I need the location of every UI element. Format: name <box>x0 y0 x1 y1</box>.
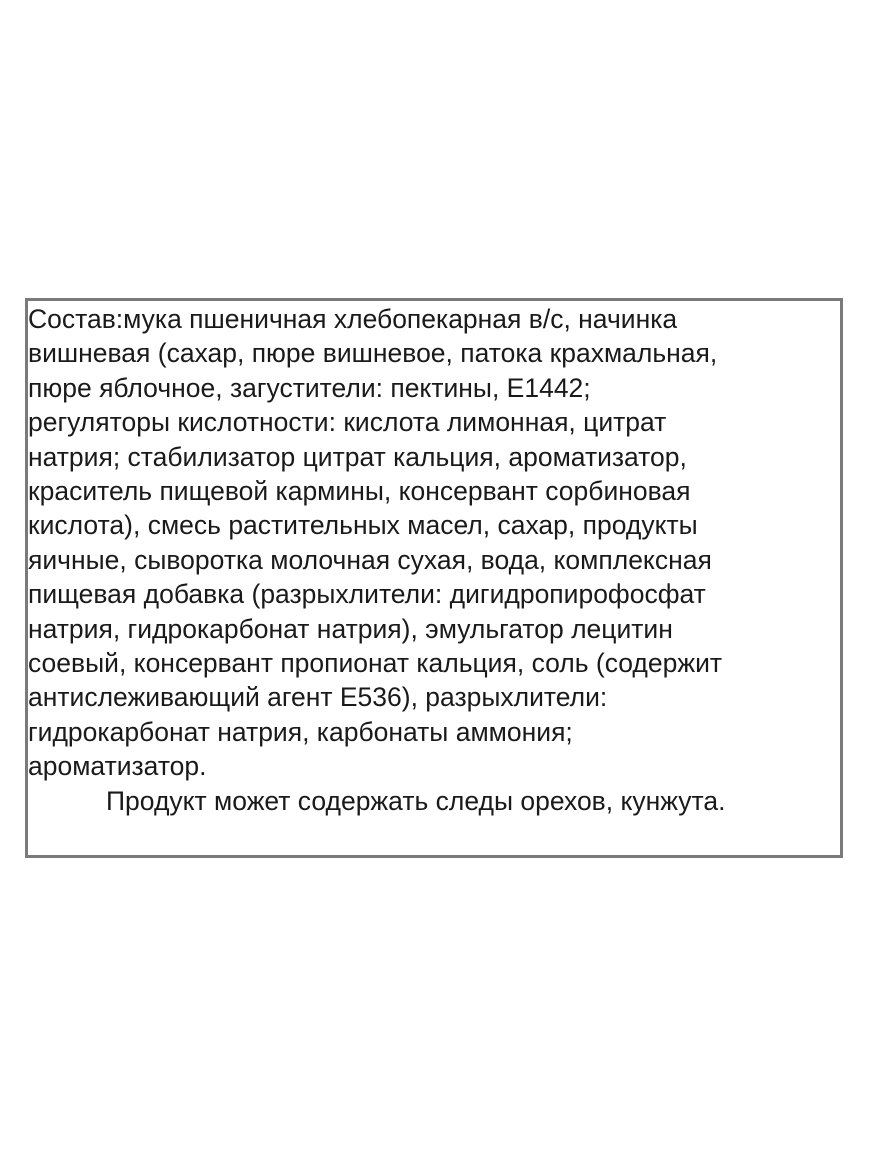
composition-line: краситель пищевой кармины, консервант сорбиновая <box>28 476 691 507</box>
composition-line: натрия; стабилизатор цитрат кальция, ароматизатор, <box>28 441 687 472</box>
ingredients-label-box <box>25 298 843 858</box>
composition-line: пищевая добавка (разрыхлители: дигидропирофосфат <box>28 579 706 610</box>
composition-line: регуляторы кислотности: кислота лимонная, цитрат <box>28 407 667 438</box>
composition-line: яичные, сыворотка молочная сухая, вода, комплексная <box>28 544 712 575</box>
composition-line: соевый, консервант пропионат кальция, соль (содержит <box>28 648 723 679</box>
composition-line: вишневая (сахар, пюре вишневое, патока крахмальная, <box>28 338 718 369</box>
ingredients-text <box>28 302 840 818</box>
composition-line: пюре яблочное, загустители: пектины, Е1442; <box>28 372 591 403</box>
composition-line: натрия, гидрокарбонат натрия), эмульгатор лецитин <box>28 613 673 644</box>
allergen-note: Продукт может содержать следы орехов, кунжута. <box>106 785 726 816</box>
composition-line: антислеживающий агент Е536), разрыхлители: <box>28 682 608 713</box>
composition-line: кислота), смесь растительных масел, сахар, продукты <box>28 510 698 541</box>
composition-line: ароматизатор. <box>28 751 207 782</box>
composition-line: гидрокарбонат натрия, карбонаты аммония; <box>28 716 573 747</box>
composition-line: Состав:мука пшеничная хлебопекарная в/с, начинка <box>28 304 678 334</box>
